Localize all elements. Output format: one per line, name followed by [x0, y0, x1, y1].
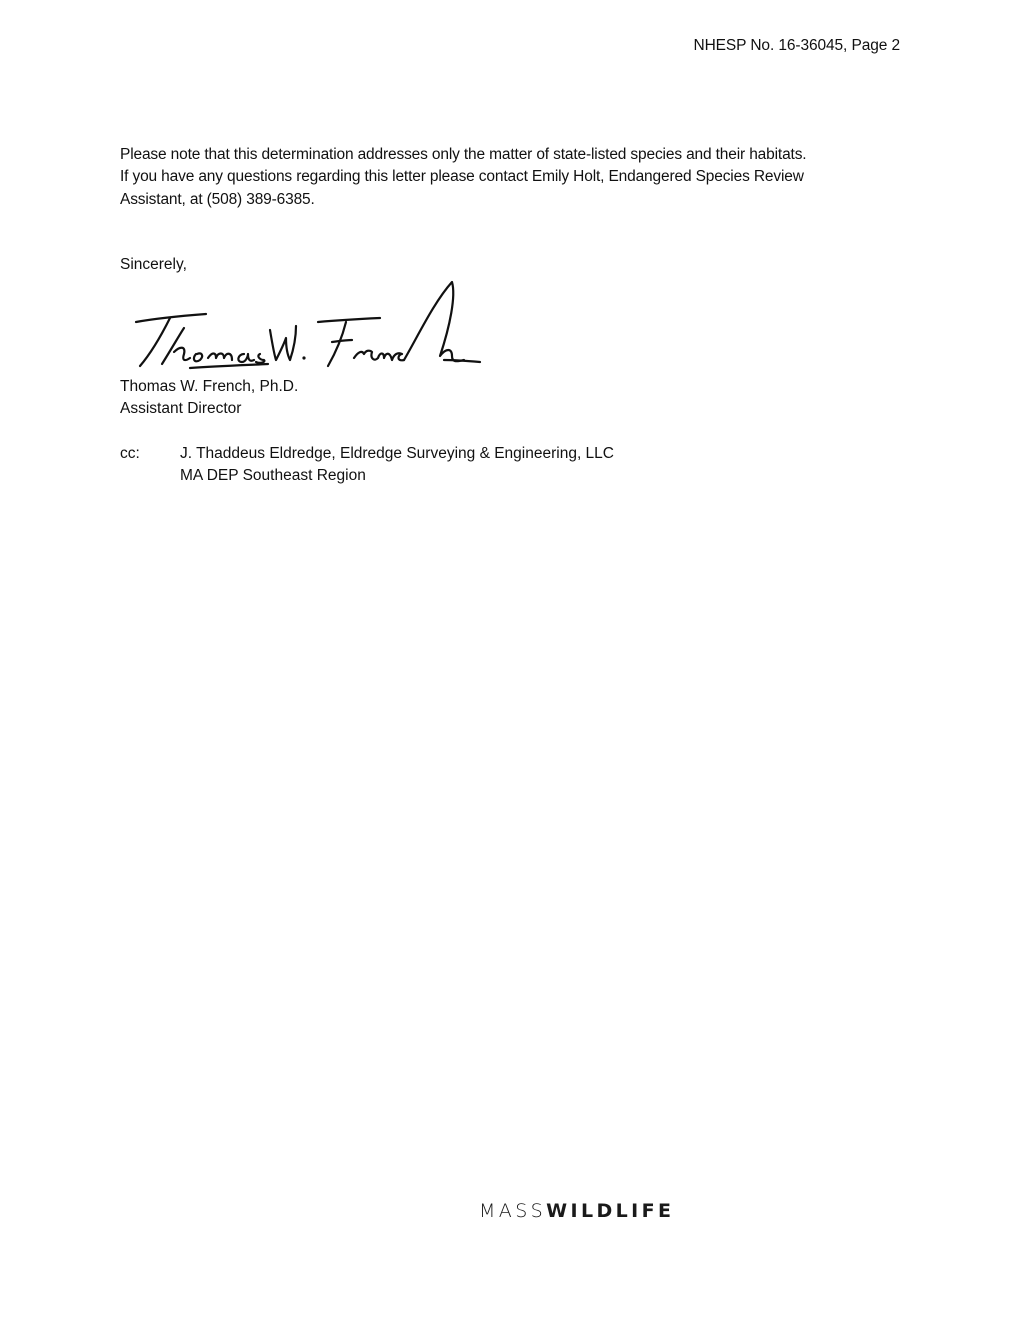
logo-light-text: MASS — [479, 1200, 547, 1222]
logo-bold-text: WILDLIFE — [546, 1200, 675, 1222]
signer-block — [120, 376, 298, 421]
paragraph-line: If you have any questions regarding this letter please contact Emily Holt, Endangered Species Review — [120, 168, 804, 186]
closing-salutation: Sincerely, — [120, 256, 187, 273]
masswildlife-logo — [479, 1200, 674, 1222]
cc-recipient: MA DEP Southeast Region — [180, 467, 366, 485]
handwritten-signature — [118, 276, 484, 376]
signer-title: Assistant Director — [120, 400, 242, 418]
page-reference: NHESP No. 16-36045, Page 2 — [693, 37, 900, 54]
cc-recipient-list — [180, 443, 614, 488]
cc-label: cc: — [120, 445, 140, 462]
paragraph-line: Assistant, at (508) 389-6385. — [120, 190, 315, 208]
paragraph-line: Please note that this determination addresses only the matter of state-listed species and their habitats. — [120, 146, 807, 163]
cc-recipient: J. Thaddeus Eldredge, Eldredge Surveying & Engineering, LLC — [180, 445, 614, 462]
body-paragraph — [120, 144, 910, 211]
signer-name: Thomas W. French, Ph.D. — [120, 378, 299, 395]
